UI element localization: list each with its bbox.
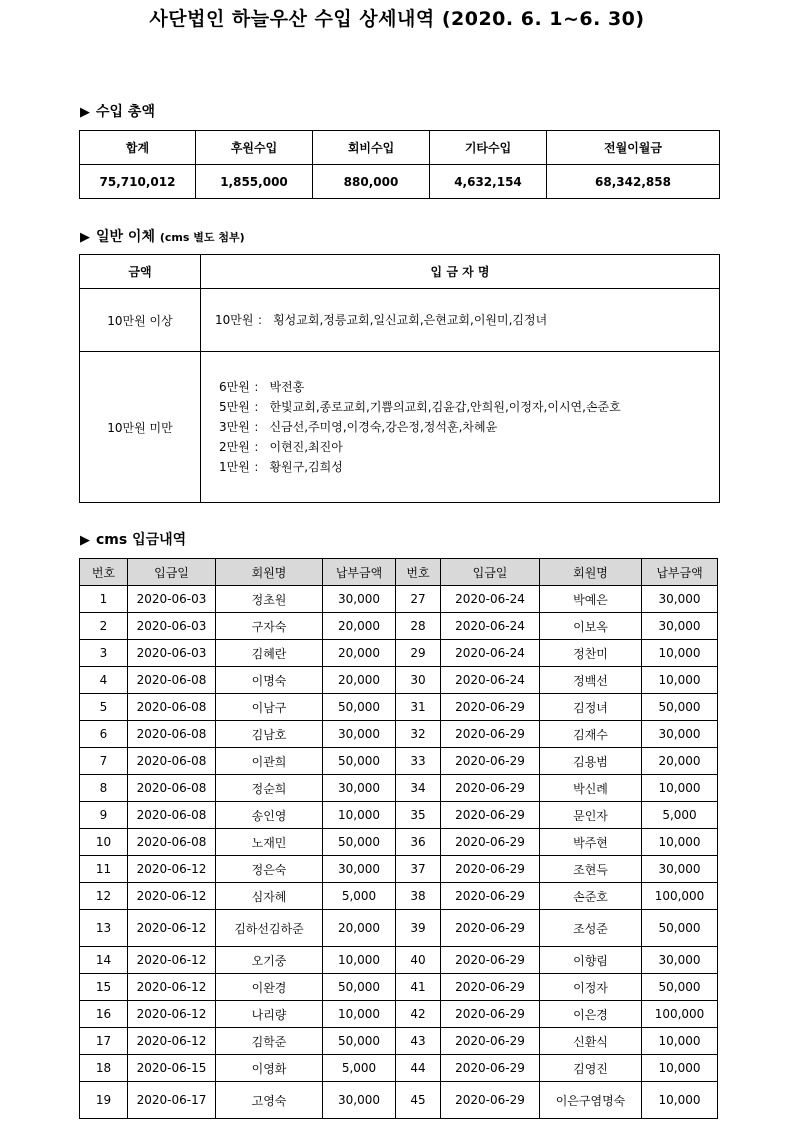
member-name-cell: 박주현 xyxy=(540,829,642,856)
member-name-cell: 송인영 xyxy=(216,802,323,829)
member-name-cell: 이은경 xyxy=(540,1001,642,1028)
date-cell: 2020-06-29 xyxy=(441,947,540,974)
member-name-cell: 손준호 xyxy=(540,883,642,910)
number-cell: 39 xyxy=(396,910,441,947)
number-cell: 38 xyxy=(396,883,441,910)
number-cell: 41 xyxy=(396,974,441,1001)
amount-cell: 10,000 xyxy=(642,1082,718,1119)
table-row xyxy=(80,586,718,613)
amount-cell: 50,000 xyxy=(323,829,396,856)
amount-cell: 10,000 xyxy=(642,640,718,667)
amount-cell: 50,000 xyxy=(642,910,718,947)
member-name-cell: 정은숙 xyxy=(216,856,323,883)
amount-cell: 10,000 xyxy=(323,802,396,829)
header-cell: 입금일 xyxy=(128,559,216,586)
number-cell: 18 xyxy=(80,1055,128,1082)
member-name-cell: 김하선김하준 xyxy=(216,910,323,947)
date-cell: 2020-06-24 xyxy=(441,667,540,694)
member-name-cell: 김재수 xyxy=(540,721,642,748)
amount-cell: 30,000 xyxy=(642,856,718,883)
table-row xyxy=(80,1055,718,1082)
date-cell: 2020-06-24 xyxy=(441,613,540,640)
header-cell: 회비수입 xyxy=(313,131,430,165)
member-name-cell: 김정녀 xyxy=(540,694,642,721)
header-cell: 후원수입 xyxy=(196,131,313,165)
amount-cell: 5,000 xyxy=(642,802,718,829)
date-cell: 2020-06-29 xyxy=(441,802,540,829)
page-title: 사단법인 하늘우산 수입 상세내역 (2020. 6. 1~6. 30) xyxy=(149,8,645,30)
header-cell: 입 금 자 명 xyxy=(201,255,720,289)
cms-deposit-table xyxy=(79,558,718,1119)
number-cell: 27 xyxy=(396,586,441,613)
donor-line: 3만원 ： 신금선,주미영,이경숙,강은정,정석훈,차혜윤 xyxy=(219,420,498,434)
donor-names-cell xyxy=(201,289,720,352)
value-cell: 68,342,858 xyxy=(547,165,720,199)
amount-cell: 30,000 xyxy=(323,856,396,883)
amount-cell: 10,000 xyxy=(642,775,718,802)
table-row xyxy=(80,748,718,775)
member-name-cell: 김혜란 xyxy=(216,640,323,667)
table-row xyxy=(80,721,718,748)
member-name-cell: 이정자 xyxy=(540,974,642,1001)
date-cell: 2020-06-03 xyxy=(128,586,216,613)
amount-cell: 50,000 xyxy=(323,748,396,775)
date-cell: 2020-06-12 xyxy=(128,974,216,1001)
date-cell: 2020-06-12 xyxy=(128,883,216,910)
number-cell: 34 xyxy=(396,775,441,802)
date-cell: 2020-06-29 xyxy=(441,748,540,775)
member-name-cell: 심자혜 xyxy=(216,883,323,910)
member-name-cell: 김남호 xyxy=(216,721,323,748)
date-cell: 2020-06-12 xyxy=(128,910,216,947)
triangle-bullet-icon: ▶ xyxy=(80,533,90,548)
amount-cell: 20,000 xyxy=(323,910,396,947)
member-name-cell: 이향림 xyxy=(540,947,642,974)
amount-cell: 100,000 xyxy=(642,1001,718,1028)
table-row xyxy=(80,640,718,667)
header-cell: 금액 xyxy=(80,255,201,289)
date-cell: 2020-06-29 xyxy=(441,1028,540,1055)
donor-line: 1만원 ： 황원구,김희성 xyxy=(219,460,343,474)
number-cell: 42 xyxy=(396,1001,441,1028)
number-cell: 8 xyxy=(80,775,128,802)
date-cell: 2020-06-08 xyxy=(128,775,216,802)
donor-names-cell xyxy=(201,352,720,503)
general-transfer-table xyxy=(79,254,720,503)
date-cell: 2020-06-29 xyxy=(441,1055,540,1082)
table-row xyxy=(80,613,718,640)
amount-cell: 50,000 xyxy=(642,694,718,721)
member-name-cell: 이관희 xyxy=(216,748,323,775)
member-name-cell: 김용범 xyxy=(540,748,642,775)
amount-cell: 20,000 xyxy=(642,748,718,775)
number-cell: 3 xyxy=(80,640,128,667)
header-cell: 회원명 xyxy=(216,559,323,586)
header-cell: 납부금액 xyxy=(642,559,718,586)
member-name-cell: 정초원 xyxy=(216,586,323,613)
amount-cell: 10,000 xyxy=(642,1028,718,1055)
table-row xyxy=(80,910,718,947)
amount-cell: 20,000 xyxy=(323,613,396,640)
member-name-cell: 신환식 xyxy=(540,1028,642,1055)
value-cell: 1,855,000 xyxy=(196,165,313,199)
number-cell: 9 xyxy=(80,802,128,829)
date-cell: 2020-06-12 xyxy=(128,1001,216,1028)
date-cell: 2020-06-12 xyxy=(128,856,216,883)
table-row xyxy=(80,694,718,721)
amount-cell: 10,000 xyxy=(323,1001,396,1028)
section-heading-cms-deposits: ▶ cms 입금내역 xyxy=(80,532,187,548)
amount-cell: 30,000 xyxy=(642,721,718,748)
amount-cell: 10,000 xyxy=(642,829,718,856)
table-row xyxy=(80,165,720,199)
amount-cell: 30,000 xyxy=(642,947,718,974)
header-cell: 번호 xyxy=(396,559,441,586)
amount-cell: 30,000 xyxy=(642,586,718,613)
amount-cell: 30,000 xyxy=(323,721,396,748)
number-cell: 11 xyxy=(80,856,128,883)
member-name-cell: 김학준 xyxy=(216,1028,323,1055)
section-note: (cms 별도 첨부) xyxy=(159,231,245,244)
header-cell: 합계 xyxy=(80,131,196,165)
number-cell: 28 xyxy=(396,613,441,640)
amount-cell: 30,000 xyxy=(323,1082,396,1119)
number-cell: 2 xyxy=(80,613,128,640)
amount-cell: 50,000 xyxy=(323,974,396,1001)
number-cell: 15 xyxy=(80,974,128,1001)
date-cell: 2020-06-08 xyxy=(128,721,216,748)
table-row xyxy=(80,802,718,829)
table-row xyxy=(80,1028,718,1055)
header-cell: 기타수입 xyxy=(430,131,547,165)
amount-cell: 10만원 이상 xyxy=(80,289,201,352)
amount-cell: 50,000 xyxy=(323,694,396,721)
donor-line: 2만원 ： 이현진,최진아 xyxy=(219,440,343,454)
number-cell: 29 xyxy=(396,640,441,667)
number-cell: 43 xyxy=(396,1028,441,1055)
header-cell: 입금일 xyxy=(441,559,540,586)
amount-cell: 10,000 xyxy=(642,1055,718,1082)
value-cell: 880,000 xyxy=(313,165,430,199)
date-cell: 2020-06-08 xyxy=(128,667,216,694)
number-cell: 37 xyxy=(396,856,441,883)
header-cell: 번호 xyxy=(80,559,128,586)
date-cell: 2020-06-29 xyxy=(441,1001,540,1028)
member-name-cell: 박예은 xyxy=(540,586,642,613)
member-name-cell: 노재민 xyxy=(216,829,323,856)
section-heading-income-total: ▶ 수입 총액 xyxy=(80,104,155,120)
table-row xyxy=(80,947,718,974)
number-cell: 30 xyxy=(396,667,441,694)
date-cell: 2020-06-12 xyxy=(128,1028,216,1055)
number-cell: 13 xyxy=(80,910,128,947)
member-name-cell: 이은구염명숙 xyxy=(540,1082,642,1119)
date-cell: 2020-06-08 xyxy=(128,748,216,775)
section-heading-general-transfer: ▶ 일반 이체 (cms 별도 첨부) xyxy=(80,229,245,245)
member-name-cell: 고영숙 xyxy=(216,1082,323,1119)
number-cell: 4 xyxy=(80,667,128,694)
value-cell: 4,632,154 xyxy=(430,165,547,199)
table-row xyxy=(80,289,720,352)
date-cell: 2020-06-29 xyxy=(441,910,540,947)
number-cell: 45 xyxy=(396,1082,441,1119)
number-cell: 14 xyxy=(80,947,128,974)
member-name-cell: 이보옥 xyxy=(540,613,642,640)
amount-cell: 50,000 xyxy=(642,974,718,1001)
number-cell: 7 xyxy=(80,748,128,775)
table-row xyxy=(80,856,718,883)
table-row xyxy=(80,1082,718,1119)
number-cell: 31 xyxy=(396,694,441,721)
member-name-cell: 이완경 xyxy=(216,974,323,1001)
date-cell: 2020-06-29 xyxy=(441,883,540,910)
member-name-cell: 이남구 xyxy=(216,694,323,721)
date-cell: 2020-06-24 xyxy=(441,640,540,667)
member-name-cell: 이영화 xyxy=(216,1055,323,1082)
amount-cell: 30,000 xyxy=(323,586,396,613)
header-cell: 회원명 xyxy=(540,559,642,586)
amount-cell: 50,000 xyxy=(323,1028,396,1055)
number-cell: 40 xyxy=(396,947,441,974)
table-row xyxy=(80,883,718,910)
member-name-cell: 이명숙 xyxy=(216,667,323,694)
number-cell: 6 xyxy=(80,721,128,748)
number-cell: 16 xyxy=(80,1001,128,1028)
table-header-row xyxy=(80,131,720,165)
date-cell: 2020-06-29 xyxy=(441,775,540,802)
table-row xyxy=(80,352,720,503)
number-cell: 32 xyxy=(396,721,441,748)
member-name-cell: 나리량 xyxy=(216,1001,323,1028)
member-name-cell: 정백선 xyxy=(540,667,642,694)
triangle-bullet-icon: ▶ xyxy=(80,230,90,245)
table-row xyxy=(80,775,718,802)
value-cell: 75,710,012 xyxy=(80,165,196,199)
amount-cell: 10,000 xyxy=(642,667,718,694)
table-row xyxy=(80,1001,718,1028)
donor-line: 5만원 ： 한빛교회,종로교회,기쁨의교회,김윤갑,안희원,이정자,이시연,손준호 xyxy=(219,400,621,414)
amount-cell: 20,000 xyxy=(323,667,396,694)
income-summary-table xyxy=(79,130,720,199)
member-name-cell: 김영진 xyxy=(540,1055,642,1082)
member-name-cell: 문인자 xyxy=(540,802,642,829)
amount-cell: 10만원 미만 xyxy=(80,352,201,503)
amount-cell: 5,000 xyxy=(323,1055,396,1082)
date-cell: 2020-06-24 xyxy=(441,586,540,613)
table-row xyxy=(80,829,718,856)
date-cell: 2020-06-17 xyxy=(128,1082,216,1119)
number-cell: 1 xyxy=(80,586,128,613)
table-header-row xyxy=(80,255,720,289)
member-name-cell: 박신례 xyxy=(540,775,642,802)
date-cell: 2020-06-08 xyxy=(128,829,216,856)
date-cell: 2020-06-15 xyxy=(128,1055,216,1082)
number-cell: 35 xyxy=(396,802,441,829)
number-cell: 5 xyxy=(80,694,128,721)
number-cell: 33 xyxy=(396,748,441,775)
date-cell: 2020-06-29 xyxy=(441,829,540,856)
donor-line: 6만원 ： 박전홍 xyxy=(219,380,305,394)
amount-cell: 5,000 xyxy=(323,883,396,910)
date-cell: 2020-06-29 xyxy=(441,694,540,721)
member-name-cell: 조현득 xyxy=(540,856,642,883)
number-cell: 44 xyxy=(396,1055,441,1082)
date-cell: 2020-06-08 xyxy=(128,694,216,721)
date-cell: 2020-06-29 xyxy=(441,721,540,748)
number-cell: 12 xyxy=(80,883,128,910)
header-cell: 전월이월금 xyxy=(547,131,720,165)
donor-line: 10만원 ： 횡성교회,정릉교회,일신교회,은현교회,이원미,김정녀 xyxy=(215,313,548,327)
date-cell: 2020-06-08 xyxy=(128,802,216,829)
date-cell: 2020-06-29 xyxy=(441,856,540,883)
triangle-bullet-icon: ▶ xyxy=(80,105,90,120)
date-cell: 2020-06-29 xyxy=(441,974,540,1001)
date-cell: 2020-06-03 xyxy=(128,640,216,667)
member-name-cell: 구자숙 xyxy=(216,613,323,640)
header-cell: 납부금액 xyxy=(323,559,396,586)
member-name-cell: 오기중 xyxy=(216,947,323,974)
number-cell: 36 xyxy=(396,829,441,856)
member-name-cell: 정순희 xyxy=(216,775,323,802)
number-cell: 10 xyxy=(80,829,128,856)
member-name-cell: 정찬미 xyxy=(540,640,642,667)
date-cell: 2020-06-12 xyxy=(128,947,216,974)
number-cell: 19 xyxy=(80,1082,128,1119)
amount-cell: 20,000 xyxy=(323,640,396,667)
amount-cell: 100,000 xyxy=(642,883,718,910)
table-row xyxy=(80,974,718,1001)
table-row xyxy=(80,667,718,694)
amount-cell: 30,000 xyxy=(642,613,718,640)
amount-cell: 10,000 xyxy=(323,947,396,974)
date-cell: 2020-06-29 xyxy=(441,1082,540,1119)
date-cell: 2020-06-03 xyxy=(128,613,216,640)
amount-cell: 30,000 xyxy=(323,775,396,802)
member-name-cell: 조성준 xyxy=(540,910,642,947)
table-header-row xyxy=(80,559,718,586)
number-cell: 17 xyxy=(80,1028,128,1055)
